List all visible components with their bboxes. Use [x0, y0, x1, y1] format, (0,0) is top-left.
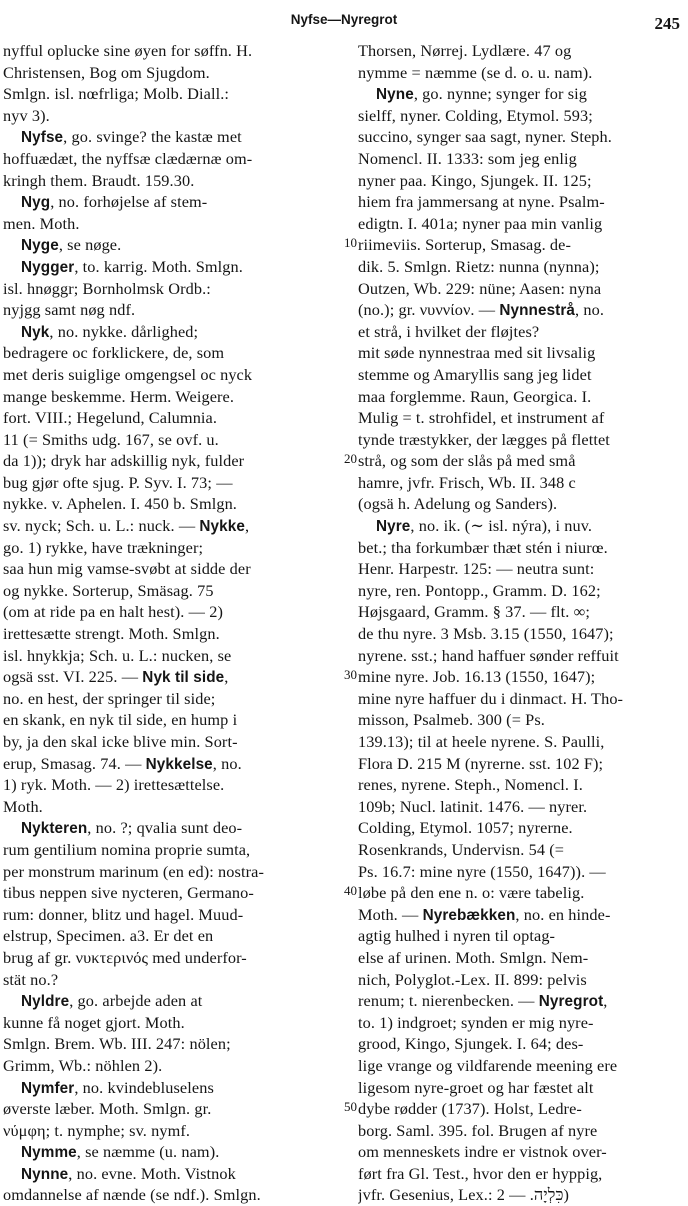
- text-line: [358, 537, 680, 559]
- text-line: [3, 753, 339, 775]
- text-line: [3, 623, 339, 645]
- line-text: strå, og som der slås på med små: [358, 451, 576, 471]
- headword: Nyldre: [21, 993, 70, 1011]
- line-text: en skank, en nyk til side, en hump i: [3, 710, 238, 730]
- line-text: Højsgaard, Gramm. § 37. — flt. ∞;: [358, 602, 590, 622]
- text-line: [358, 83, 680, 105]
- text-line: [3, 1098, 339, 1120]
- line-text: Thorsen, Nørrej. Lydlære. 47 og: [358, 41, 572, 60]
- line-text: bug gjør ofte sjug. P. Syv. I. 73; —: [3, 472, 233, 492]
- line-text: stät no.?: [3, 969, 59, 989]
- line-text: νύμφη; t. nymphe; sv. nymf.: [3, 1120, 191, 1140]
- text-line: [3, 256, 339, 278]
- line-text: , no. forhøjelse af stem-: [50, 192, 208, 212]
- line-text: mine nyre. Job. 16.13 (1550, 1647);: [358, 667, 596, 687]
- text-line: [358, 904, 680, 926]
- line-text: rum: donner, blitz und hagel. Muud-: [3, 904, 244, 924]
- text-line: [358, 1163, 680, 1185]
- line-text: , go. arbejde aden at: [69, 991, 203, 1011]
- text-line: [3, 83, 339, 105]
- line-text: , no. ik. (∼ isl. nýra), i nuv.: [410, 516, 593, 536]
- headword: Nyk: [21, 323, 50, 341]
- text-line: [358, 925, 680, 947]
- line-text: met deris suiglige omgengsel oc nyck: [3, 364, 253, 384]
- line-text: 109b; Nucl. latinit. 1476. — nyrer.: [358, 796, 588, 816]
- text-line: [3, 191, 339, 213]
- headword: Nygger: [21, 258, 75, 276]
- line-text: saa hun mig vamse-svøbt at sidde der: [3, 559, 251, 579]
- text-line: [3, 731, 339, 753]
- line-text: sv. nyck; Sch. u. L.: nuck. —: [3, 516, 200, 536]
- headword: Nyge: [21, 237, 59, 255]
- line-text: bet.; tha forkumbær thæt stén i niurœ.: [358, 537, 608, 557]
- line-text: ført fra Gl. Test., hvor den er hyppig,: [358, 1163, 603, 1183]
- text-line: [358, 364, 680, 386]
- line-text: stemme og Amaryllis sang jeg lidet: [358, 364, 592, 384]
- line-text: Flora D. 215 M (nyrerne. sst. 102 F);: [358, 753, 604, 773]
- line-text: (ogsä h. Adelung og Sanders).: [358, 494, 558, 514]
- line-text: tibus neppen sive nycteren, Germano-: [3, 883, 254, 903]
- text-line: [358, 645, 680, 667]
- headword: Nykkelse: [145, 755, 213, 773]
- text-line: [358, 861, 680, 883]
- text-line: [3, 666, 339, 688]
- line-text: rum gentilium nomina proprie sumta,: [3, 839, 251, 859]
- text-line: [3, 904, 339, 926]
- line-text: kringh them. Braudt. 159.30.: [3, 170, 195, 190]
- text-line: [3, 925, 339, 947]
- text-line: [3, 386, 339, 408]
- text-line: [3, 105, 339, 127]
- line-text: ogsä sst. VI. 225. —: [3, 667, 143, 687]
- line-text: dybe rødder (1737). Holst, Ledre-: [358, 1099, 582, 1119]
- line-text: Ps. 16.7: mine nyre (1550, 1647)). —: [358, 861, 606, 881]
- line-text: nyv 3).: [3, 105, 50, 125]
- text-line: [358, 558, 680, 580]
- line-text: jvfr. Gesenius, Lex.: כִּלְיָה. — 2): [358, 1185, 570, 1205]
- text-line: [3, 861, 339, 883]
- line-text: Nomencl. II. 1333: som jeg enlig: [358, 148, 577, 168]
- text-line: [3, 1033, 339, 1055]
- line-text: , go. nynne; synger for sig: [413, 84, 587, 104]
- text-line: [358, 796, 680, 818]
- text-line: [3, 688, 339, 710]
- headword: Nyfse: [21, 129, 64, 147]
- text-line: [3, 817, 339, 839]
- line-text: ,: [603, 991, 608, 1011]
- line-text: hoffuædæt, the nyffsæ clædærnæ om-: [3, 148, 253, 168]
- text-line: [3, 1012, 339, 1034]
- page-number: 245: [654, 14, 680, 33]
- line-text: renes, nyrene. Steph., Nomencl. I.: [358, 775, 583, 795]
- text-line: [358, 882, 680, 904]
- line-text: Outzen, Wb. 229: nüne; Aasen: nyna: [358, 278, 602, 298]
- line-text: , no. nykke. dårlighed;: [49, 321, 199, 341]
- text-line: [3, 429, 339, 451]
- text-line: [358, 1077, 680, 1099]
- text-line: [358, 256, 680, 278]
- headword: Nyk til side: [142, 669, 225, 687]
- line-text: , to. karrig. Moth. Smlgn.: [74, 256, 243, 276]
- line-text: de thu nyre. 3 Msb. 3.15 (1550, 1647);: [358, 624, 614, 644]
- text-line: [3, 278, 339, 300]
- text-line: [358, 774, 680, 796]
- line-text: dik. 5. Smlgn. Rietz: nunna (nynna);: [358, 256, 600, 276]
- line-text: per monstrum marinum (en ed): nostra-: [3, 861, 264, 881]
- text-line: [3, 839, 339, 861]
- line-text: renum; t. nierenbecken. —: [358, 991, 539, 1011]
- line-text: Henr. Harpestr. 125: — neutra sunt:: [358, 559, 595, 579]
- line-text: mit søde nynnestraa med sit livsalig: [358, 343, 596, 363]
- line-text: isl. hnøggr; Bornholmsk Ordb.:: [3, 278, 211, 298]
- line-text: 11 (= Smiths udg. 167, se ovf. u.: [3, 429, 219, 449]
- text-line: [3, 407, 339, 429]
- line-text: go. 1) rykke, have trækninger;: [3, 537, 204, 557]
- text-line: [358, 40, 680, 62]
- headword: Nyne: [376, 86, 414, 104]
- line-text: nyner paa. Kingo, Sjungek. II. 125;: [358, 170, 592, 190]
- headword: Nykke: [199, 518, 245, 536]
- text-line: [3, 990, 339, 1012]
- line-text: kunne få noget gjort. Moth.: [3, 1012, 185, 1032]
- line-text: edigtn. I. 401a; nyner paa min vanlig: [358, 213, 603, 233]
- text-line: [3, 969, 339, 991]
- text-line: [3, 321, 339, 343]
- line-text: nykke. v. Aphelen. I. 450 b. Smlgn.: [3, 494, 237, 514]
- text-line: [358, 623, 680, 645]
- text-line: [3, 450, 339, 472]
- text-line: [3, 645, 339, 667]
- line-text: Mulig = t. strohfidel, et instrument af: [358, 408, 605, 428]
- line-text: da 1)); dryk har adskillig nyk, fulder: [3, 451, 245, 471]
- line-text: , no. kvindebluselens: [74, 1077, 214, 1097]
- text-line: [358, 601, 680, 623]
- headword: Nynnestrå: [499, 302, 576, 320]
- line-text: mange beskemme. Herm. Weigere.: [3, 386, 235, 406]
- line-text: irettesætte strengt. Moth. Smlgn.: [3, 624, 220, 644]
- line-text: løbe på den ene n. o: være tabelig.: [358, 883, 585, 903]
- text-line: [358, 450, 680, 472]
- text-line: [358, 688, 680, 710]
- line-text: 1) ryk. Moth. — 2) irettesættelse.: [3, 775, 225, 795]
- text-line: [3, 299, 339, 321]
- text-line: [3, 1163, 339, 1185]
- line-text: brug af gr. νυκτερινός med underfor-: [3, 947, 247, 967]
- line-text: (om at ride pa en halt hest). — 2): [3, 602, 223, 622]
- line-text: nich, Polyglot.-Lex. II. 899: pelvis: [358, 969, 587, 989]
- line-text: Christensen, Bog om Sjugdom.: [3, 62, 210, 82]
- line-text: Rosenkrands, Undervisn. 54 (=: [358, 839, 565, 859]
- line-text: hiem fra jammersang at nyne. Psalm-: [358, 192, 605, 212]
- line-text: bedragere oc forklickere, de, som: [3, 343, 225, 363]
- headword: Nyregrot: [538, 993, 604, 1011]
- left-column: [3, 40, 339, 1206]
- line-text: nyrene. sst.; hand haffuer sønder reffuit: [358, 645, 619, 665]
- line-text: nyre, ren. Pontopp., Gramm. D. 162;: [358, 580, 601, 600]
- line-text: øverste læber. Moth. Smlgn. gr.: [3, 1099, 212, 1119]
- text-line: [3, 62, 339, 84]
- text-line: [358, 1033, 680, 1055]
- text-line: [3, 947, 339, 969]
- text-line: [3, 580, 339, 602]
- text-line: [358, 990, 680, 1012]
- text-line: [3, 558, 339, 580]
- headword: Nykteren: [21, 820, 88, 838]
- text-line: [358, 1141, 680, 1163]
- text-line: [358, 709, 680, 731]
- line-text: Moth. —: [358, 904, 423, 924]
- line-text: , se næmme (u. nam).: [76, 1142, 220, 1162]
- line-text: men. Moth.: [3, 213, 80, 233]
- text-line: [3, 493, 339, 515]
- line-text: omdannelse af nænde (se ndf.). Smlgn.: [3, 1185, 261, 1205]
- text-line: [358, 947, 680, 969]
- line-text: (no.); gr. νυννίον. —: [358, 300, 500, 320]
- text-line: [358, 493, 680, 515]
- headword: Nymfer: [21, 1079, 75, 1097]
- text-line: [358, 234, 680, 256]
- text-line: [358, 342, 680, 364]
- line-text: mine nyre haffuer du i dinmact. H. Tho-: [358, 688, 624, 708]
- line-text: erup, Smasag. 74. —: [3, 753, 146, 773]
- right-column: Thorsen, Nørrej. Lydlære. 47 og nymme = næmme (se d. o. u. nam). Nyne, go. nynne; synger for sig sielff, nyner. Colding, Etymol. 593; succino, synger saa sagt, nyner. Steph. Nomencl. II. 1333: som jeg enlig nyner paa. Kingo, Sjungek. II. 125; hiem fra jammersang at nyne. Psalm- edigtn. I. 401a; nyner paa min vanlig riimeviis. Sorterup, Smasag. de- 10 dik. 5. Smlgn. Rietz: nunna (nynna); Outzen, Wb. 229: nüne; Aasen: nyna (no.); gr. νυννίον. — Nynnestrå, no. et strå, i hvilket der fløjtes? mit søde nynnestraa med sit livsalig stemme og Amaryllis sang jeg lidet maa forglemme. Raun, Georgica. I. Mulig = t. strohfidel, et instrument af tynde træstykker, der lægges på flettet strå, og som der slås på med små 20 hamre, jvfr. Frisch, Wb. II. 348 c (ogsä h. Adelung og Sanders). Nyre, no. ik. (∼ isl. nýra), i nuv. bet.; tha forkumbær thæt stén i niurœ. Henr. Harpestr. 125: — neutra sunt: nyre, ren. Pontopp., Gramm. D. 162; Højsgaard, Gramm. § 37. — flt. ∞; de thu nyre. 3 Msb. 3.15 (1550, 1647); nyrene. sst.; hand haffuer sønder reffuit mine nyre. Job. 16.13 (1550, 1647); 30 mine nyre haffuer du i dinmact. H. Tho- misson, Psalmeb. 300 (= Ps. 139.13); til at heele nyrene. S. Paulli, Flora D. 215 M (nyrerne. sst. 102 F); renes, nyrene. Steph., Nomencl. I. 109b; Nucl. latinit. 1476. — nyrer. Colding, Etymol. 1057; nyrerne. Rosenkrands, Undervisn. 54 (= Ps. 16.7: mine nyre (1550, 1647)). — løbe på den ene n. o: være tabelig. 40 Moth. — Nyrebækken, no. en hinde- agtig hulhed i nyren til optag- else af urinen. Moth. Smlgn. Nem- nich, Polyglot.-Lex. II. 899: pelvis renum; t. nierenbecken. — Nyregrot, to. 1) indgroet; synden er mig nyre- grood, Kingo, Sjungek. I. 64; des- lige vrange og vildfarende meening ere ligesom nyre-groet og har fæstet alt dybe rødder (1737). Holst, Ledre- 50 borg. Saml. 395. fol. Brugen af nyre om menneskets indre er vistnok over- ført fra Gl. Test., hvor den er hyppig, jvfr. Gesenius, Lex.: כִּלְיָה. — 2): [358, 40, 680, 1206]
- text-line: [358, 731, 680, 753]
- line-text: , no. en hinde-: [515, 904, 611, 924]
- line-text: tynde træstykker, der lægges på flettet: [358, 429, 610, 449]
- text-line: [3, 1141, 339, 1163]
- headword: Nymme: [21, 1144, 77, 1162]
- text-line: [3, 364, 339, 386]
- text-line: [3, 472, 339, 494]
- text-line: [3, 40, 339, 62]
- line-text: , no.: [212, 753, 242, 773]
- headword: Nyrebækken: [422, 906, 516, 924]
- line-text: by, ja den skal icke blive min. Sort-: [3, 732, 238, 751]
- line-text: , se nøge.: [58, 235, 122, 255]
- text-line: [358, 170, 680, 192]
- text-line: [358, 1012, 680, 1034]
- line-text: elstrup, Specimen. a3. Er det en: [3, 926, 214, 946]
- line-text: hamre, jvfr. Frisch, Wb. II. 348 c: [358, 472, 576, 492]
- line-text: fort. VIII.; Hegelund, Calumnia.: [3, 408, 218, 428]
- text-line: [3, 1120, 339, 1142]
- line-text: agtig hulhed i nyren til optag-: [358, 926, 556, 946]
- text-line: [3, 126, 339, 148]
- line-text: og nykke. Sorterup, Smäsag. 75: [3, 580, 214, 600]
- line-text: borg. Saml. 395. fol. Brugen af nyre: [358, 1120, 598, 1140]
- text-line: [358, 1055, 680, 1077]
- text-line: [358, 666, 680, 688]
- headword: Nyg: [21, 194, 51, 212]
- line-text: , go. svinge? the kastæ met: [63, 127, 242, 147]
- line-text: om menneskets indre er vistnok over-: [358, 1142, 607, 1162]
- text-line: [358, 321, 680, 343]
- text-line: [3, 170, 339, 192]
- line-text: ,: [224, 667, 229, 687]
- line-text: , no. evne. Moth. Vistnok: [68, 1163, 236, 1183]
- header-title: Nyfse—Nyregrot: [290, 12, 398, 27]
- text-line: [358, 148, 680, 170]
- text-line: [358, 1098, 680, 1120]
- text-line: [358, 126, 680, 148]
- line-text: to. 1) indgroet; synden er mig nyre-: [358, 1012, 594, 1032]
- text-line: [3, 1077, 339, 1099]
- line-text: else af urinen. Moth. Smlgn. Nem-: [358, 947, 589, 967]
- text-line: [358, 839, 680, 861]
- text-line: [358, 817, 680, 839]
- headword: Nynne: [21, 1165, 69, 1183]
- text-line: [3, 774, 339, 796]
- text-line: [358, 753, 680, 775]
- text-line: [358, 278, 680, 300]
- text-line: [3, 213, 339, 235]
- text-line: [358, 429, 680, 451]
- text-line: [3, 515, 339, 537]
- text-line: [3, 148, 339, 170]
- text-line: [358, 472, 680, 494]
- line-text: sielff, nyner. Colding, Etymol. 593;: [358, 105, 593, 125]
- line-text: no. en hest, der springer til side;: [3, 688, 216, 708]
- line-text: , no.: [575, 300, 605, 320]
- text-line: [358, 969, 680, 991]
- text-line: [3, 882, 339, 904]
- line-text: succino, synger saa sagt, nyner. Steph.: [358, 127, 612, 147]
- text-line: [3, 796, 339, 818]
- line-text: ,: [244, 516, 250, 536]
- text-line: [3, 537, 339, 559]
- line-text: lige vrange og vildfarende meening ere: [358, 1055, 618, 1075]
- line-text: nyjgg samt nøg ndf.: [3, 300, 136, 320]
- line-text: Grimm, Wb.: nöhlen 2).: [3, 1055, 163, 1075]
- line-text: , no. ?; qvalia sunt deo-: [87, 818, 243, 838]
- line-text: misson, Psalmeb. 300 (= Ps.: [358, 710, 545, 730]
- text-line: [358, 299, 680, 321]
- text-line: [3, 601, 339, 623]
- line-text: isl. hnykkja; Sch. u. L.: nucken, se: [3, 645, 232, 665]
- text-line: [358, 105, 680, 127]
- text-line: [358, 515, 680, 537]
- text-line: [358, 386, 680, 408]
- text-line: [3, 1184, 339, 1206]
- line-text: Moth.: [3, 796, 43, 816]
- line-text: Colding, Etymol. 1057; nyrerne.: [358, 818, 573, 838]
- running-head: [0, 12, 688, 34]
- text-line: [358, 191, 680, 213]
- line-text: et strå, i hvilket der fløjtes?: [358, 321, 540, 341]
- text-line: [358, 580, 680, 602]
- text-line: [358, 62, 680, 84]
- line-text: grood, Kingo, Sjungek. I. 64; des-: [358, 1034, 584, 1054]
- line-text: Smlgn. isl. nœfrliga; Molb. Diall.:: [3, 84, 230, 104]
- text-line: [3, 1055, 339, 1077]
- text-line: [358, 213, 680, 235]
- line-text: nymme = næmme (se d. o. u. nam).: [358, 62, 593, 82]
- line-text: ligesom nyre-groet og har fæstet alt: [358, 1077, 594, 1097]
- line-text: 139.13); til at heele nyrene. S. Paulli,: [358, 732, 605, 751]
- line-text: Smlgn. Brem. Wb. III. 247: nölen;: [3, 1034, 231, 1054]
- line-text: maa forglemme. Raun, Georgica. I.: [358, 386, 592, 406]
- text-line: [3, 234, 339, 256]
- text-line: [358, 1184, 680, 1206]
- text-line: [3, 342, 339, 364]
- line-text: nyfful oplucke sine øyen for søffn. H.: [3, 41, 253, 60]
- text-line: [358, 1120, 680, 1142]
- text-line: [358, 407, 680, 429]
- text-line: [3, 709, 339, 731]
- headword: Nyre: [376, 518, 411, 536]
- line-text: riimeviis. Sorterup, Smasag. de-: [358, 235, 572, 255]
